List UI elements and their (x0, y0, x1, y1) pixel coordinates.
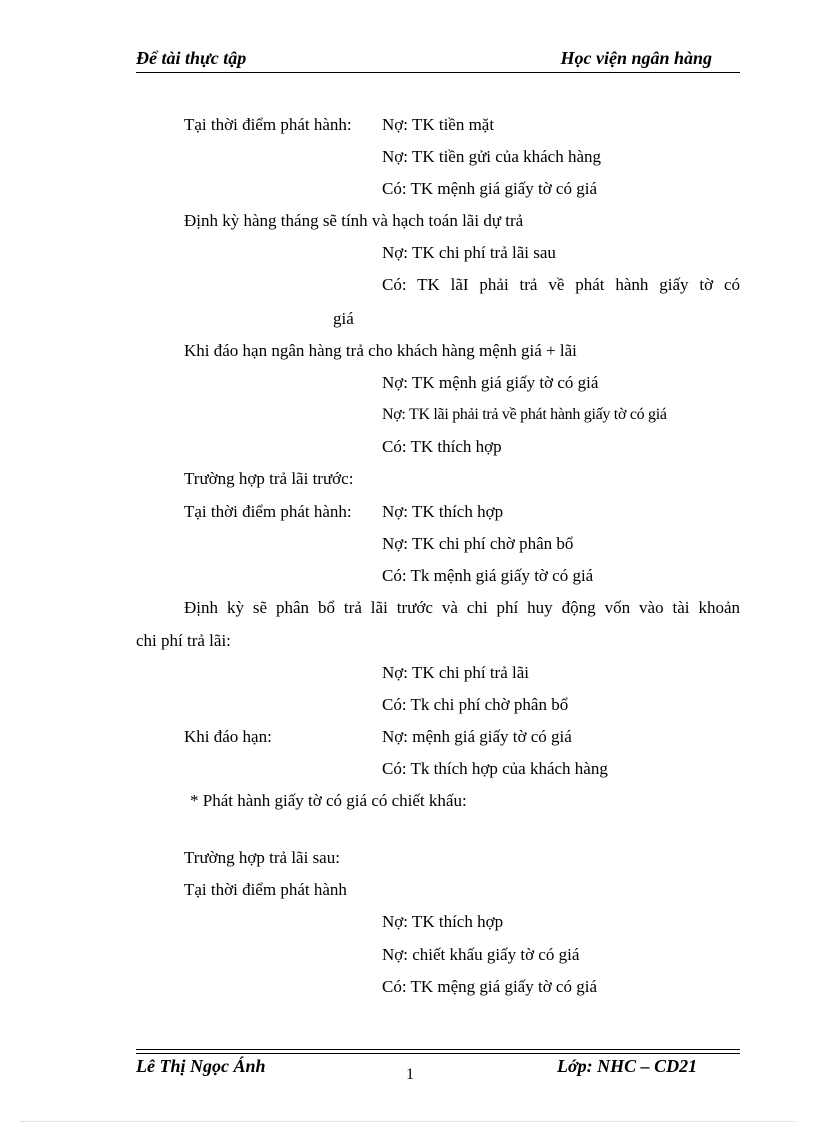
line-discount-issuance-heading: * Phát hành giấy tờ có giá có chiết khấu: (190, 791, 467, 810)
line-credit-appropriate: Có: TK thích hợp (382, 437, 502, 456)
line-interest-expense-account: chi phí trả lãi: (136, 631, 231, 650)
footer-class: Lớp: NHC – CD21 (557, 1056, 698, 1076)
line-prepaid-interest-case: Trường hợp trả lãi trước: (184, 469, 354, 488)
line-debit-face-value-2: Nợ: mệnh giá giấy tờ có giá (382, 727, 572, 746)
line-debit-interest-payable: Nợ: TK lãi phải trả về phát hành giấy tờ có giá (382, 406, 667, 423)
line-credit-customer-account: Có: Tk thích hợp của khách hàng (382, 759, 608, 778)
line-issue-time-label: Tại thời điểm phát hành: (184, 115, 352, 134)
line-issue-time-label-3: Tại thời điểm phát hành (184, 880, 347, 899)
footer-rule-top (136, 1049, 740, 1050)
page-header (136, 48, 740, 73)
header-right-title: Học viện ngân hàng (560, 48, 712, 68)
line-debit-customer-deposit: Nợ: TK tiền gửi của khách hàng (382, 147, 601, 166)
page-bottom-divider (20, 1121, 796, 1122)
page-number: 1 (406, 1066, 414, 1083)
header-left-title: Để tài thực tập (136, 48, 247, 68)
line-credit-face-value-3: Có: TK mệng giá giấy tờ có giá (382, 977, 597, 996)
line-debit-appropriate: Nợ: TK thích hợp (382, 502, 504, 521)
line-debit-cash: Nợ: TK tiền mặt (382, 115, 495, 134)
line-credit-face-value: Có: TK mệnh giá giấy tờ có giá (382, 179, 597, 198)
line-debit-face-value: Nợ: TK mệnh giá giấy tờ có giá (382, 373, 599, 392)
line-debit-interest-expense-2: Nợ: TK chi phí trả lãi (382, 663, 530, 682)
footer-rule-bottom (136, 1053, 740, 1054)
line-issue-time-label-2: Tại thời điểm phát hành: (184, 502, 352, 521)
line-maturity-payment: Khi đáo hạn ngân hàng trả cho khách hàng mệnh giá + lãi (184, 341, 577, 360)
line-credit-deferred-expense: Có: Tk chi phí chờ phân bổ (382, 695, 569, 714)
line-debit-deferred-expense: Nợ: TK chi phí chờ phân bổ (382, 534, 574, 553)
line-debit-interest-expense: Nợ: TK chi phí trả lãi sau (382, 243, 556, 262)
line-monthly-accrual: Định kỳ hàng tháng sẽ tính và hạch toán lãi dự trả (184, 211, 524, 230)
line-credit-face-value-2: Có: Tk mệnh giá giấy tờ có giá (382, 566, 594, 585)
line-debit-appropriate-2: Nợ: TK thích hợp (382, 912, 504, 931)
line-credit-interest-payable: Có: TK lãI phải trả về phát hành giấy tờ có (382, 275, 740, 294)
footer-author: Lê Thị Ngọc Ánh (136, 1056, 266, 1076)
line-credit-interest-payable-cont: giá (333, 309, 354, 328)
line-maturity-label: Khi đáo hạn: (184, 727, 272, 746)
line-deferred-interest-case: Trường hợp trả lãi sau: (184, 848, 340, 867)
line-periodic-allocation: Định kỳ sẽ phân bổ trả lãi trước và chi phí huy động vốn vào tài khoản (184, 598, 740, 617)
line-debit-discount: Nợ: chiết khấu giấy tờ có giá (382, 945, 580, 964)
